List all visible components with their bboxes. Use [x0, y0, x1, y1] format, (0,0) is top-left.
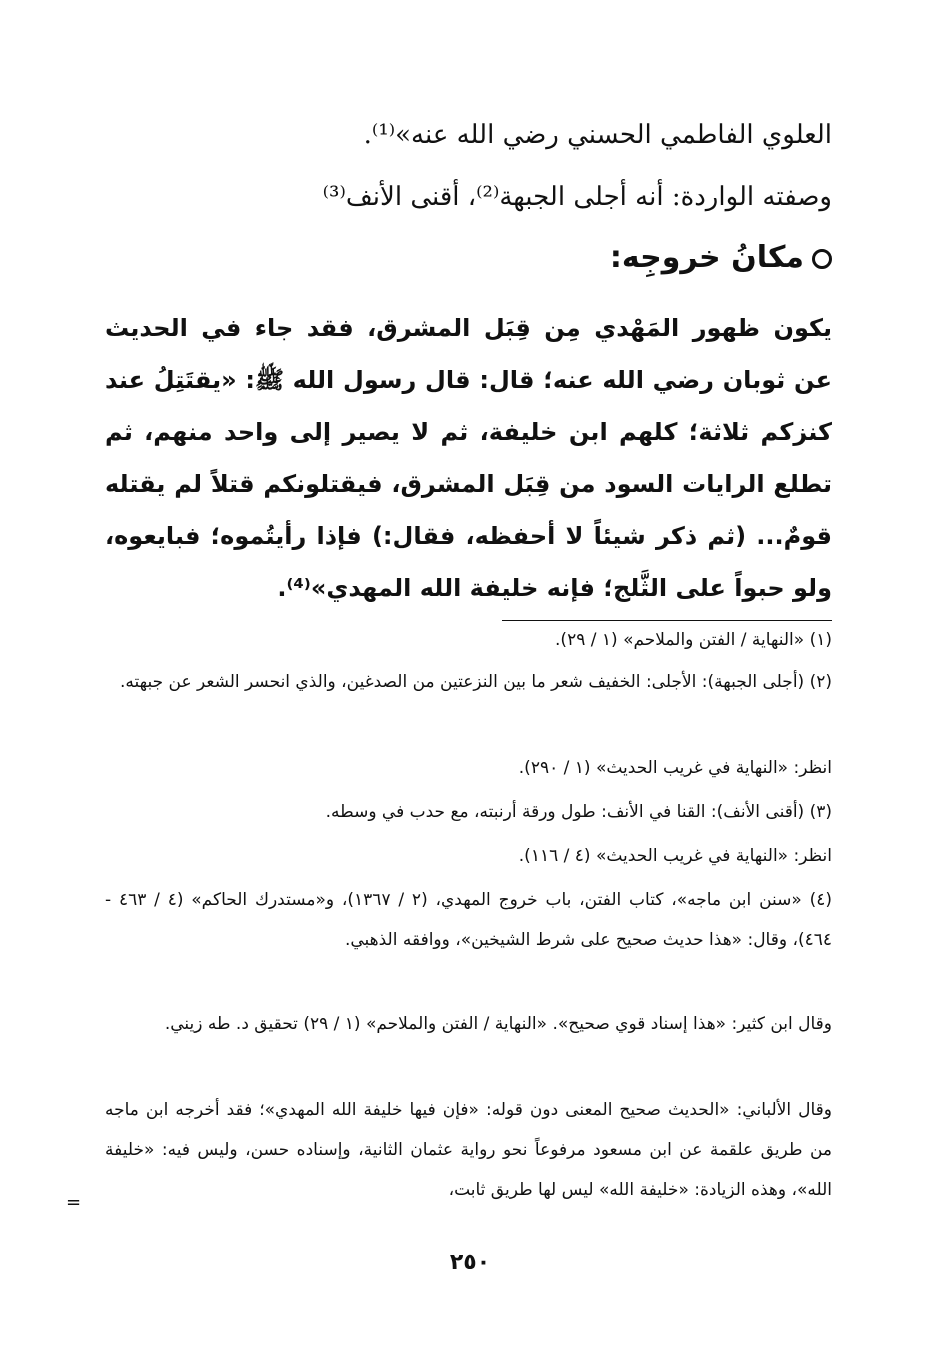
footnote-3-reference: انظر: «النهاية في غريب الحديث» (٤ / ١١٦). [518, 846, 832, 866]
footnote-2: (٢) (أجلى الجبهة): الأجلى: الخفيف شعر ما بين النزعتين من الصدغين، والذي انحسر الشعر عن جبهته. [119, 672, 832, 692]
section-heading-text: مكانُ خروجِه: [609, 240, 804, 275]
circle-bullet-icon [812, 249, 832, 269]
continuation-mark: = [66, 1192, 82, 1213]
footnote-2-reference: انظر: «النهاية في غريب الحديث» (١ / ٢٩٠). [518, 758, 832, 778]
footnote-4: (٤) «سنن ابن ماجه»، كتاب الفتن، باب خروج المهدي، (٢ / ١٣٦٧)، و«مستدرك الحاكم» (٤ / ٤٦٣ - ٤٦٤)، وقال: «هذا حديث صحيح على شرط الشيخين»، ووافقه الذهبي. [105, 890, 833, 950]
text-line-description: وصفته الواردة: أنه أجلى الجبهة⁽²⁾، أقنى الأنف⁽³⁾ [322, 182, 832, 212]
footnote-4-albani: وقال الألباني: «الحديث صحيح المعنى دون قوله: «فإن فيها خليفة الله المهدي»؛ فقد أخرجه ابن ماجه من طريق علقمة عن ابن مسعود مرفوعاً نحو رواية عثمان الثانية، وإسناده حسن، وليس فيه: «خليفة الله»، وهذه الزيادة: «خليفة الله» ليس لها طريق ثابت، [105, 1100, 832, 1200]
page-number: ٢٥٠ [449, 1250, 491, 1275]
section-heading [610, 240, 832, 275]
body-paragraph: يكون ظهور المَهْدي مِن قِبَل المشرق، فقد جاء في الحديث عن ثوبان رضي الله عنه؛ قال: قال رسول الله ﷺ: «يقتَتِلُ عند كنزكم ثلاثة؛ كلهم ابن خليفة، ثم لا يصير إلى واحد منهم، ثم تطلع الرايات السود من قِبَل المشرق، فيقتلونكم قتلاً لم يقتله قومٌ... (ثم ذكر شيئاً لا أحفظه، فقال:) فإذا رأيتُموه؛ فبايعوه، ولو حبواً على الثَّلج؛ فإنه خليفة الله المهدي»⁽⁴⁾. [105, 314, 832, 602]
text-line-top: العلوي الفاطمي الحسني رضي الله عنه»⁽¹⁾. [363, 120, 832, 150]
footnote-1: (١) «النهاية / الفتن والملاحم» (١ / ٢٩). [555, 630, 832, 650]
footnote-3: (٣) (أقنى الأنف): القنا في الأنف: طول ورقة أرنبته، مع حدب في وسطه. [325, 802, 832, 822]
footnote-4-ibn-kathir: وقال ابن كثير: «هذا إسناد قوي صحيح». «النهاية / الفتن والملاحم» (١ / ٢٩) تحقيق د. طه زيني. [164, 1014, 832, 1034]
